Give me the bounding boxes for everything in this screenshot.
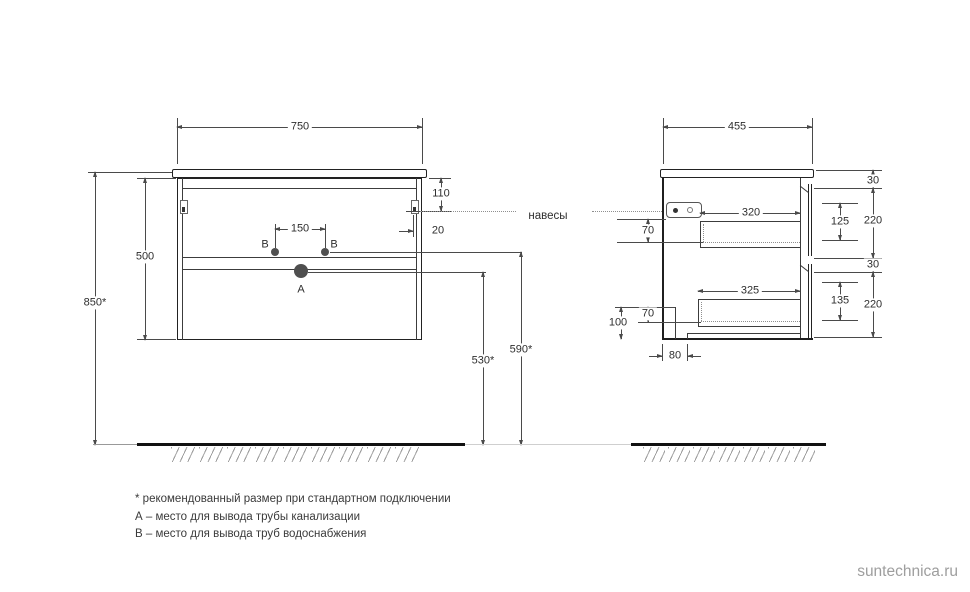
extension-line <box>308 272 486 273</box>
floor-hatch <box>793 447 815 462</box>
hanger-screw-dot <box>673 208 678 213</box>
point-a-label: A <box>297 283 305 296</box>
note-recommended-size: * рекомендованный размер при стандартном подключении <box>135 493 451 505</box>
floor-hatch <box>255 447 279 462</box>
floor-extension-line <box>465 444 631 445</box>
hanger-hole <box>687 207 693 213</box>
dim-label-220-lower: 220 <box>861 298 885 311</box>
dim-label-325: 325 <box>738 284 762 297</box>
note-point-a: А – место для вывода трубы канализации <box>135 510 361 523</box>
cabinet-body-front <box>177 178 422 340</box>
dim-label-110: 110 <box>429 187 453 200</box>
drawer1-bottom-dotted <box>703 242 800 243</box>
note-point-b: В – место для вывода труб водоснабжения <box>135 528 367 540</box>
top-rail-line <box>182 188 416 189</box>
notch-step <box>687 333 688 339</box>
floor-hatch <box>171 447 195 462</box>
dim-label-100: 100 <box>606 316 630 329</box>
extension-line <box>330 252 522 253</box>
dim-label-30-top: 30 <box>864 174 882 187</box>
extension-line <box>88 172 172 173</box>
floor-hatch <box>718 447 740 462</box>
drawer2-bottom-dotted <box>701 321 800 322</box>
point-b-left-label: B <box>261 238 269 251</box>
drain-point-a <box>294 264 308 278</box>
dim-label-150: 150 <box>288 222 312 235</box>
dim-label-20: 20 <box>431 224 445 237</box>
drawer-front-upper <box>808 184 812 256</box>
dim-label-125: 125 <box>828 215 852 228</box>
drawer-front-lower <box>808 264 812 338</box>
extension-line <box>413 215 414 237</box>
notch-vertical <box>675 307 676 339</box>
dim-label-80: 80 <box>668 349 682 362</box>
floor-hatch <box>643 447 665 462</box>
dim-label-320: 320 <box>739 206 763 219</box>
floor-hatch <box>768 447 790 462</box>
dim-label-70-upper: 70 <box>639 224 657 237</box>
dim-line-20 <box>399 231 413 232</box>
dim-label-455: 455 <box>725 120 749 133</box>
floor-hatch <box>743 447 765 462</box>
hanger-bracket-left-icon <box>180 200 188 214</box>
back-panel <box>662 178 664 340</box>
dim-label-70-lower: 70 <box>639 307 657 320</box>
bracket-pin <box>182 207 185 212</box>
hanger-callout-line <box>420 211 516 212</box>
water-point-b-right <box>321 248 329 256</box>
bottom-inner-line <box>687 333 800 334</box>
dim-line-80-left <box>649 356 662 357</box>
drawer2-box-top <box>698 299 800 300</box>
floor-hatch <box>283 447 307 462</box>
floor-hatch <box>693 447 715 462</box>
dim-label-500: 500 <box>133 250 157 263</box>
countertop-front <box>172 169 427 178</box>
hanger-callout-label: навесы <box>528 210 568 223</box>
floor-line-left <box>137 443 465 446</box>
floor-hatch <box>339 447 363 462</box>
point-b-right-label: B <box>330 238 338 251</box>
drawer1-box-top <box>700 221 800 222</box>
watermark: suntechnica.ru <box>857 563 958 580</box>
floor-hatch <box>395 447 419 462</box>
drawer1-box-back <box>700 221 701 248</box>
front-frame-line <box>800 178 801 338</box>
floor-hatch <box>311 447 335 462</box>
dim-label-135: 135 <box>828 294 852 307</box>
dim-line-80-right <box>688 356 701 357</box>
drawer2-box-bottom <box>698 326 800 327</box>
dim-label-220-upper: 220 <box>861 214 885 227</box>
floor-hatch <box>668 447 690 462</box>
floor-hatch <box>227 447 251 462</box>
dim-label-530: 530* <box>469 354 498 367</box>
dim-label-850: 850* <box>81 296 110 309</box>
dim-label-590: 590* <box>507 343 536 356</box>
floor-hatch <box>367 447 391 462</box>
drawer-divider-top <box>182 257 416 258</box>
extension-line <box>617 219 666 220</box>
drawer1-back-dotted <box>703 224 704 242</box>
water-point-b-left <box>271 248 279 256</box>
dim-label-30-mid: 30 <box>864 258 882 271</box>
dim-label-width-750: 750 <box>288 120 312 133</box>
countertop-side <box>660 169 814 178</box>
floor-extension-line <box>93 444 137 445</box>
drawer1-box-bottom <box>700 247 800 248</box>
extension-line <box>617 242 703 243</box>
floor-line-right <box>631 443 826 446</box>
hanger-callout-line <box>592 211 662 212</box>
extension-line <box>687 344 688 361</box>
wall-hanger-side-icon <box>666 202 702 218</box>
drawer2-back-dotted <box>701 302 702 321</box>
bottom-panel <box>662 338 813 340</box>
floor-hatch <box>199 447 223 462</box>
extension-line <box>662 344 663 361</box>
footnotes <box>135 493 451 546</box>
